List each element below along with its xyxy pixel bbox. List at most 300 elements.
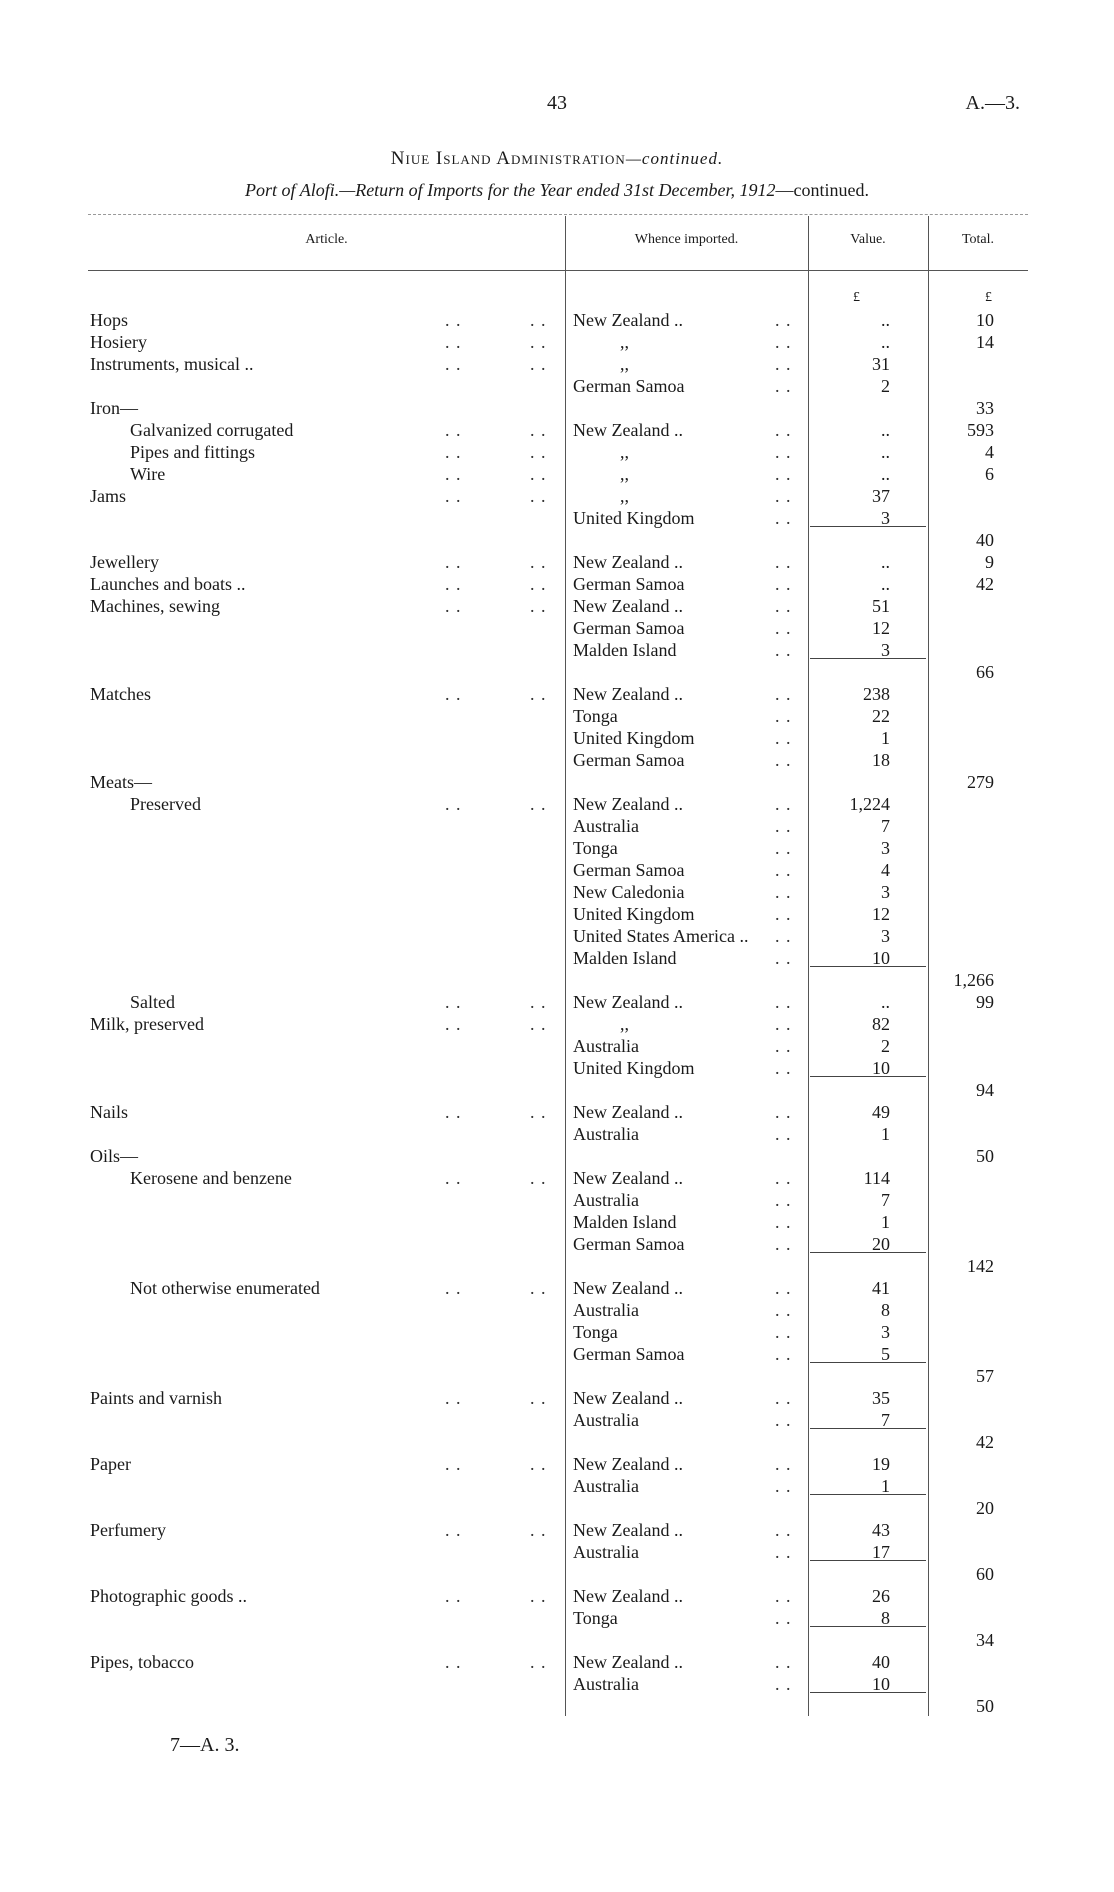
value-cell: ..	[881, 464, 890, 484]
value-cell: 3	[881, 926, 890, 946]
source-cell: New Zealand ..	[573, 992, 683, 1012]
table-row	[0, 1234, 1114, 1256]
leader-dots: . .	[445, 442, 462, 462]
source-cell: Australia	[573, 1410, 639, 1430]
subtotal-rule	[810, 1626, 926, 1627]
source-cell: Tonga	[573, 838, 618, 858]
table-row	[0, 1586, 1114, 1608]
value-cell: 5	[881, 1344, 890, 1364]
value-cell: 8	[881, 1608, 890, 1628]
leader-dots: . .	[775, 1168, 792, 1188]
source-cell: Australia	[573, 1190, 639, 1210]
leader-dots: . .	[775, 1388, 792, 1408]
value-cell: 31	[872, 354, 890, 374]
value-cell: 10	[872, 1674, 890, 1694]
source-cell: Australia	[573, 1036, 639, 1056]
table-row	[0, 1300, 1114, 1322]
leader-dots: . .	[445, 1168, 462, 1188]
source-cell: New Zealand ..	[573, 596, 683, 616]
table-row	[0, 530, 1114, 552]
article-cell: Galvanized corrugated	[130, 420, 294, 440]
article-cell: Photographic goods ..	[90, 1586, 247, 1606]
source-cell: New Zealand ..	[573, 684, 683, 704]
leader-dots: . .	[445, 1520, 462, 1540]
leader-dots: . .	[445, 992, 462, 1012]
leader-dots: . .	[775, 1608, 792, 1628]
leader-dots: . .	[445, 310, 462, 330]
leader-dots: . .	[775, 1278, 792, 1298]
value-cell: 3	[881, 640, 890, 660]
value-cell: 26	[872, 1586, 890, 1606]
leader-dots: . .	[775, 508, 792, 528]
leader-dots: . .	[445, 794, 462, 814]
total-cell: 14	[976, 332, 994, 352]
table-row	[0, 904, 1114, 926]
table-row	[0, 684, 1114, 706]
subtotal-rule	[810, 966, 926, 967]
leader-dots: . .	[775, 1476, 792, 1496]
leader-dots: . .	[445, 420, 462, 440]
total-cell: 4	[985, 442, 994, 462]
leader-dots: . .	[775, 992, 792, 1012]
leader-dots: . .	[530, 992, 547, 1012]
article-cell: Hosiery	[90, 332, 147, 352]
heading-continued: —continued.	[625, 149, 724, 168]
table-row	[0, 838, 1114, 860]
subtotal-rule	[810, 1428, 926, 1429]
source-cell: Malden Island	[573, 640, 677, 660]
leader-dots: . .	[445, 1388, 462, 1408]
leader-dots: . .	[530, 1520, 547, 1540]
subtotal-rule	[810, 658, 926, 659]
source-cell: Australia	[573, 1476, 639, 1496]
value-cell: ..	[881, 574, 890, 594]
value-cell: 4	[881, 860, 890, 880]
value-cell: ..	[881, 992, 890, 1012]
table-row	[0, 1410, 1114, 1432]
leader-dots: . .	[775, 618, 792, 638]
source-cell: Malden Island	[573, 1212, 677, 1232]
table-row	[0, 1674, 1114, 1696]
source-cell: New Zealand ..	[573, 1102, 683, 1122]
leader-dots: . .	[445, 596, 462, 616]
value-currency-symbol: £	[853, 290, 860, 305]
value-cell: 51	[872, 596, 890, 616]
article-cell: Nails	[90, 1102, 128, 1122]
leader-dots: . .	[775, 882, 792, 902]
total-cell: 279	[967, 772, 994, 792]
source-cell: New Zealand ..	[573, 552, 683, 572]
source-cell: Tonga	[573, 1608, 618, 1628]
table-row	[0, 1432, 1114, 1454]
leader-dots: . .	[530, 486, 547, 506]
heading-title: Niue Island Administration	[390, 148, 626, 169]
source-cell: German Samoa	[573, 750, 685, 770]
table-row	[0, 948, 1114, 970]
leader-dots: . .	[530, 310, 547, 330]
source-cell: ,,	[620, 442, 629, 462]
leader-dots: . .	[775, 1058, 792, 1078]
article-cell: Preserved	[130, 794, 201, 814]
subtotal-rule	[810, 1076, 926, 1077]
source-cell: New Zealand ..	[573, 1454, 683, 1474]
leader-dots: . .	[775, 684, 792, 704]
leader-dots: . .	[530, 1168, 547, 1188]
table-row	[0, 1608, 1114, 1630]
table-row	[0, 1454, 1114, 1476]
table-row	[0, 1256, 1114, 1278]
table-row	[0, 1014, 1114, 1036]
value-cell: 8	[881, 1300, 890, 1320]
value-cell: 49	[872, 1102, 890, 1122]
source-cell: German Samoa	[573, 376, 685, 396]
table-row	[0, 1212, 1114, 1234]
value-cell: ..	[881, 442, 890, 462]
source-cell: United States America ..	[573, 926, 749, 946]
table-row	[0, 662, 1114, 684]
leader-dots: . .	[775, 442, 792, 462]
value-cell: 7	[881, 816, 890, 836]
table-row	[0, 1388, 1114, 1410]
column-header-total: Total.	[961, 232, 995, 247]
article-cell: Meats—	[90, 772, 152, 792]
leader-dots: . .	[775, 750, 792, 770]
leader-dots: . .	[530, 596, 547, 616]
leader-dots: . .	[530, 420, 547, 440]
document-heading	[0, 148, 1114, 170]
table-row	[0, 1476, 1114, 1498]
total-cell: 99	[976, 992, 994, 1012]
value-cell: 7	[881, 1190, 890, 1210]
table-row	[0, 640, 1114, 662]
source-cell: United Kingdom	[573, 904, 695, 924]
value-cell: 3	[881, 508, 890, 528]
table-header-rule	[88, 270, 1028, 271]
table-row	[0, 794, 1114, 816]
leader-dots: . .	[530, 794, 547, 814]
value-cell: ..	[881, 420, 890, 440]
leader-dots: . .	[445, 1652, 462, 1672]
leader-dots: . .	[775, 1344, 792, 1364]
total-cell: 57	[976, 1366, 994, 1386]
source-cell: New Zealand ..	[573, 1586, 683, 1606]
source-cell: New Zealand ..	[573, 1168, 683, 1188]
value-cell: 3	[881, 882, 890, 902]
leader-dots: . .	[775, 838, 792, 858]
value-cell: 82	[872, 1014, 890, 1034]
table-row	[0, 1498, 1114, 1520]
leader-dots: . .	[775, 1322, 792, 1342]
leader-dots: . .	[775, 728, 792, 748]
value-cell: 238	[863, 684, 890, 704]
total-cell: 1,266	[953, 970, 994, 990]
subtotal-rule	[810, 526, 926, 527]
leader-dots: . .	[775, 926, 792, 946]
column-header-value: Value.	[850, 232, 886, 247]
leader-dots: . .	[445, 1586, 462, 1606]
leader-dots: . .	[775, 1674, 792, 1694]
article-cell: Instruments, musical ..	[90, 354, 254, 374]
leader-dots: . .	[530, 684, 547, 704]
total-cell: 142	[967, 1256, 994, 1276]
leader-dots: . .	[445, 1278, 462, 1298]
table-top-rule	[88, 214, 1028, 215]
source-cell: ,,	[620, 486, 629, 506]
table-row	[0, 772, 1114, 794]
source-cell: ,,	[620, 332, 629, 352]
subtotal-rule	[810, 1252, 926, 1253]
value-cell: 35	[872, 1388, 890, 1408]
total-cell: 10	[976, 310, 994, 330]
source-cell: Australia	[573, 1300, 639, 1320]
leader-dots: . .	[775, 1586, 792, 1606]
sheet-reference: 7—A. 3.	[170, 1734, 240, 1756]
table-row	[0, 1652, 1114, 1674]
value-cell: ..	[881, 310, 890, 330]
leader-dots: . .	[775, 376, 792, 396]
value-cell: 2	[881, 376, 890, 396]
value-cell: 3	[881, 1322, 890, 1342]
table-row	[0, 420, 1114, 442]
table-row	[0, 706, 1114, 728]
leader-dots: . .	[530, 1388, 547, 1408]
leader-dots: . .	[775, 860, 792, 880]
source-cell: Malden Island	[573, 948, 677, 968]
total-cell: 50	[976, 1696, 994, 1716]
total-cell: 66	[976, 662, 994, 682]
leader-dots: . .	[775, 574, 792, 594]
leader-dots: . .	[775, 1652, 792, 1672]
total-currency-symbol: £	[985, 290, 992, 305]
source-cell: Australia	[573, 1124, 639, 1144]
source-cell: German Samoa	[573, 860, 685, 880]
table-row	[0, 508, 1114, 530]
page-reference: A.—3.	[965, 92, 1020, 114]
table-row	[0, 1080, 1114, 1102]
source-cell: Tonga	[573, 1322, 618, 1342]
table-row	[0, 1696, 1114, 1718]
page-number: 43	[547, 92, 567, 114]
table-row	[0, 1190, 1114, 1212]
value-cell: 1,224	[849, 794, 890, 814]
document-subheading	[0, 180, 1114, 201]
source-cell: Australia	[573, 1674, 639, 1694]
leader-dots: . .	[530, 574, 547, 594]
table-row	[0, 596, 1114, 618]
table-row	[0, 1058, 1114, 1080]
leader-dots: . .	[445, 464, 462, 484]
leader-dots: . .	[445, 574, 462, 594]
table-row	[0, 816, 1114, 838]
source-cell: United Kingdom	[573, 728, 695, 748]
table-row	[0, 970, 1114, 992]
value-cell: 1	[881, 1476, 890, 1496]
value-cell: 1	[881, 728, 890, 748]
table-row	[0, 1322, 1114, 1344]
total-cell: 40	[976, 530, 994, 550]
table-row	[0, 1168, 1114, 1190]
leader-dots: . .	[530, 354, 547, 374]
table-row	[0, 1278, 1114, 1300]
leader-dots: . .	[530, 464, 547, 484]
source-cell: New Caledonia	[573, 882, 685, 902]
leader-dots: . .	[775, 1190, 792, 1210]
value-cell: 19	[872, 1454, 890, 1474]
table-row	[0, 1520, 1114, 1542]
leader-dots: . .	[775, 552, 792, 572]
source-cell: New Zealand ..	[573, 794, 683, 814]
value-cell: 20	[872, 1234, 890, 1254]
leader-dots: . .	[775, 354, 792, 374]
total-cell: 42	[976, 1432, 994, 1452]
source-cell: New Zealand ..	[573, 1278, 683, 1298]
leader-dots: . .	[775, 816, 792, 836]
leader-dots: . .	[775, 486, 792, 506]
total-cell: 42	[976, 574, 994, 594]
leader-dots: . .	[775, 1212, 792, 1232]
value-cell: 2	[881, 1036, 890, 1056]
table-row	[0, 1564, 1114, 1586]
article-cell: Jewellery	[90, 552, 159, 572]
subtotal-rule	[810, 1362, 926, 1363]
article-cell: Pipes and fittings	[130, 442, 255, 462]
subtotal-rule	[810, 1494, 926, 1495]
value-cell: 114	[863, 1168, 890, 1188]
leader-dots: . .	[445, 486, 462, 506]
table-row	[0, 860, 1114, 882]
source-cell: ,,	[620, 354, 629, 374]
leader-dots: . .	[775, 948, 792, 968]
source-cell: New Zealand ..	[573, 1652, 683, 1672]
source-cell: New Zealand ..	[573, 1388, 683, 1408]
leader-dots: . .	[775, 1454, 792, 1474]
leader-dots: . .	[775, 310, 792, 330]
value-cell: 10	[872, 948, 890, 968]
source-cell: New Zealand ..	[573, 1520, 683, 1540]
source-cell: United Kingdom	[573, 1058, 695, 1078]
source-cell: New Zealand ..	[573, 420, 683, 440]
table-row	[0, 618, 1114, 640]
article-cell: Launches and boats ..	[90, 574, 246, 594]
value-cell: 22	[872, 706, 890, 726]
leader-dots: . .	[530, 1102, 547, 1122]
total-cell: 50	[976, 1146, 994, 1166]
article-cell: Hops	[90, 310, 129, 330]
article-cell: Not otherwise enumerated	[130, 1278, 320, 1298]
table-row	[0, 464, 1114, 486]
table-row	[0, 398, 1114, 420]
value-cell: 1	[881, 1124, 890, 1144]
leader-dots: . .	[775, 1542, 792, 1562]
leader-dots: . .	[530, 1652, 547, 1672]
leader-dots: . .	[775, 1520, 792, 1540]
column-header-article: Article.	[305, 232, 348, 247]
leader-dots: . .	[775, 640, 792, 660]
table-row	[0, 486, 1114, 508]
leader-dots: . .	[445, 1014, 462, 1034]
value-cell: 40	[872, 1652, 890, 1672]
value-cell: 7	[881, 1410, 890, 1430]
leader-dots: . .	[445, 1102, 462, 1122]
leader-dots: . .	[530, 1014, 547, 1034]
table-row	[0, 992, 1114, 1014]
article-cell: Iron—	[90, 398, 138, 418]
source-cell: United Kingdom	[573, 508, 695, 528]
table-row	[0, 1542, 1114, 1564]
article-cell: Paints and varnish	[90, 1388, 222, 1408]
leader-dots: . .	[775, 1036, 792, 1056]
table-row	[0, 552, 1114, 574]
table-row	[0, 332, 1114, 354]
leader-dots: . .	[775, 904, 792, 924]
table-row	[0, 1630, 1114, 1652]
value-cell: 43	[872, 1520, 890, 1540]
total-cell: 20	[976, 1498, 994, 1518]
article-cell: Oils—	[90, 1146, 139, 1166]
source-cell: Australia	[573, 816, 639, 836]
source-cell: ,,	[620, 464, 629, 484]
subheading-continued: —continued.	[775, 180, 869, 200]
leader-dots: . .	[775, 420, 792, 440]
value-cell: 37	[872, 486, 890, 506]
total-cell: 6	[985, 464, 994, 484]
article-cell: Wire	[130, 464, 166, 484]
total-cell: 593	[967, 420, 994, 440]
leader-dots: . .	[775, 794, 792, 814]
leader-dots: . .	[530, 1586, 547, 1606]
total-cell: 60	[976, 1564, 994, 1584]
table-row	[0, 310, 1114, 332]
total-cell: 9	[985, 552, 994, 572]
leader-dots: . .	[530, 442, 547, 462]
leader-dots: . .	[530, 332, 547, 352]
table-row	[0, 442, 1114, 464]
value-cell: 12	[872, 904, 890, 924]
source-cell: ,,	[620, 1014, 629, 1034]
leader-dots: . .	[775, 1102, 792, 1122]
source-cell: Australia	[573, 1542, 639, 1562]
table-row	[0, 1036, 1114, 1058]
source-cell: Tonga	[573, 706, 618, 726]
leader-dots: . .	[775, 332, 792, 352]
article-cell: Pipes, tobacco	[90, 1652, 194, 1672]
source-cell: German Samoa	[573, 1344, 685, 1364]
table-row	[0, 354, 1114, 376]
leader-dots: . .	[530, 552, 547, 572]
value-cell: 10	[872, 1058, 890, 1078]
value-cell: ..	[881, 552, 890, 572]
table-row	[0, 1344, 1114, 1366]
source-cell: German Samoa	[573, 574, 685, 594]
table-row	[0, 926, 1114, 948]
table-row	[0, 1124, 1114, 1146]
article-cell: Paper	[90, 1454, 131, 1474]
table-row	[0, 728, 1114, 750]
leader-dots: . .	[775, 464, 792, 484]
leader-dots: . .	[530, 1278, 547, 1298]
leader-dots: . .	[445, 552, 462, 572]
value-cell: ..	[881, 332, 890, 352]
table-row	[0, 1102, 1114, 1124]
article-cell: Kerosene and benzene	[130, 1168, 292, 1188]
total-cell: 94	[976, 1080, 994, 1100]
table-row	[0, 882, 1114, 904]
article-cell: Salted	[130, 992, 175, 1012]
leader-dots: . .	[445, 354, 462, 374]
leader-dots: . .	[775, 596, 792, 616]
leader-dots: . .	[445, 1454, 462, 1474]
subheading-text: Port of Alofi.—Return of Imports for the Year ended 31st December, 1912	[245, 180, 776, 200]
